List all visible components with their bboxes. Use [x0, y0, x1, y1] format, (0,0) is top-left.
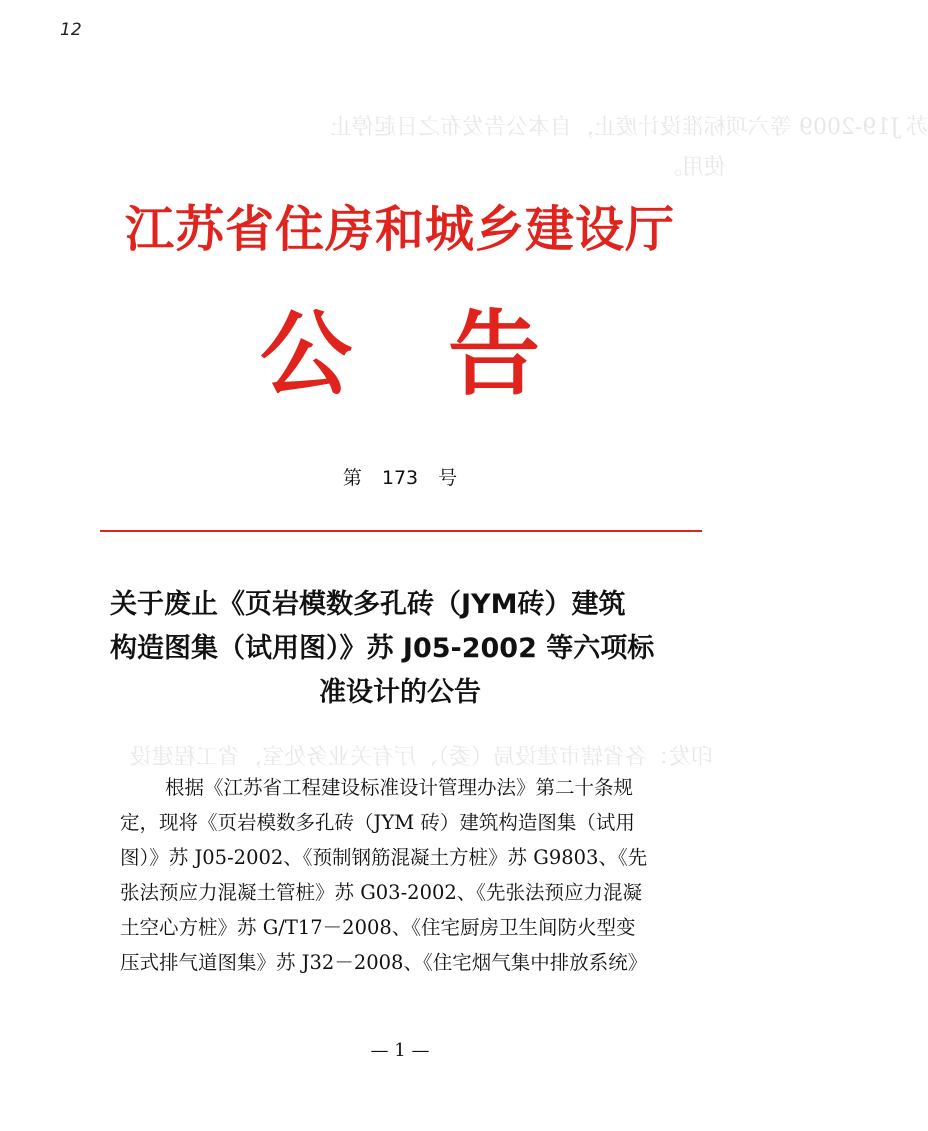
announcement-body: [120, 770, 690, 980]
headline-line: 准设计的公告: [319, 677, 481, 708]
body-line: 定，现将《页岩模数多孔砖（JYM 砖）建筑构造图集（试用: [120, 811, 635, 834]
headline-line: 关于废止《页岩模数多孔砖（JYM砖）建筑: [110, 589, 626, 620]
page-mark: 12: [60, 20, 82, 40]
organization-title: 江苏省住房和城乡建设厅: [124, 201, 675, 258]
body-line: 压式排气道图集》苏 J32－2008、《住宅烟气集中排放系统》: [120, 951, 648, 974]
document-type-title: 公告: [259, 301, 636, 408]
bleed-through-text: 印发：各省辖市建设局（委）、厅有关业务处室，省工程建设: [130, 745, 714, 770]
headline-line: 构造图集（试用图）》苏 J05-2002 等六项标: [110, 633, 655, 664]
body-line: 张法预应力混凝土管桩》苏 G03-2002、《先张法预应力混凝: [120, 881, 643, 904]
red-divider-line: [100, 530, 702, 532]
document-number-prefix: 第: [342, 467, 362, 489]
document-number: [0, 463, 800, 493]
body-line: 根据《江苏省工程建设标准设计管理办法》第二十条规: [165, 776, 634, 799]
body-line: 土空心方桩》苏 G/T17－2008、《住宅厨房卫生间防火型变: [120, 916, 636, 939]
announcement-headline: [110, 583, 690, 715]
document-number-value: 173: [381, 467, 419, 489]
bleed-through-text: 苏 J19-2009 等六项标准设计废止，自本公告发布之日起停止: [330, 115, 928, 140]
body-line: 图）》苏 J05-2002、《预制钢筋混凝土方桩》苏 G9803、《先: [120, 846, 648, 869]
document-number-suffix: 号: [438, 467, 458, 489]
bleed-through-text: 使用。: [660, 155, 727, 180]
page-number: — 1 —: [370, 1040, 430, 1061]
